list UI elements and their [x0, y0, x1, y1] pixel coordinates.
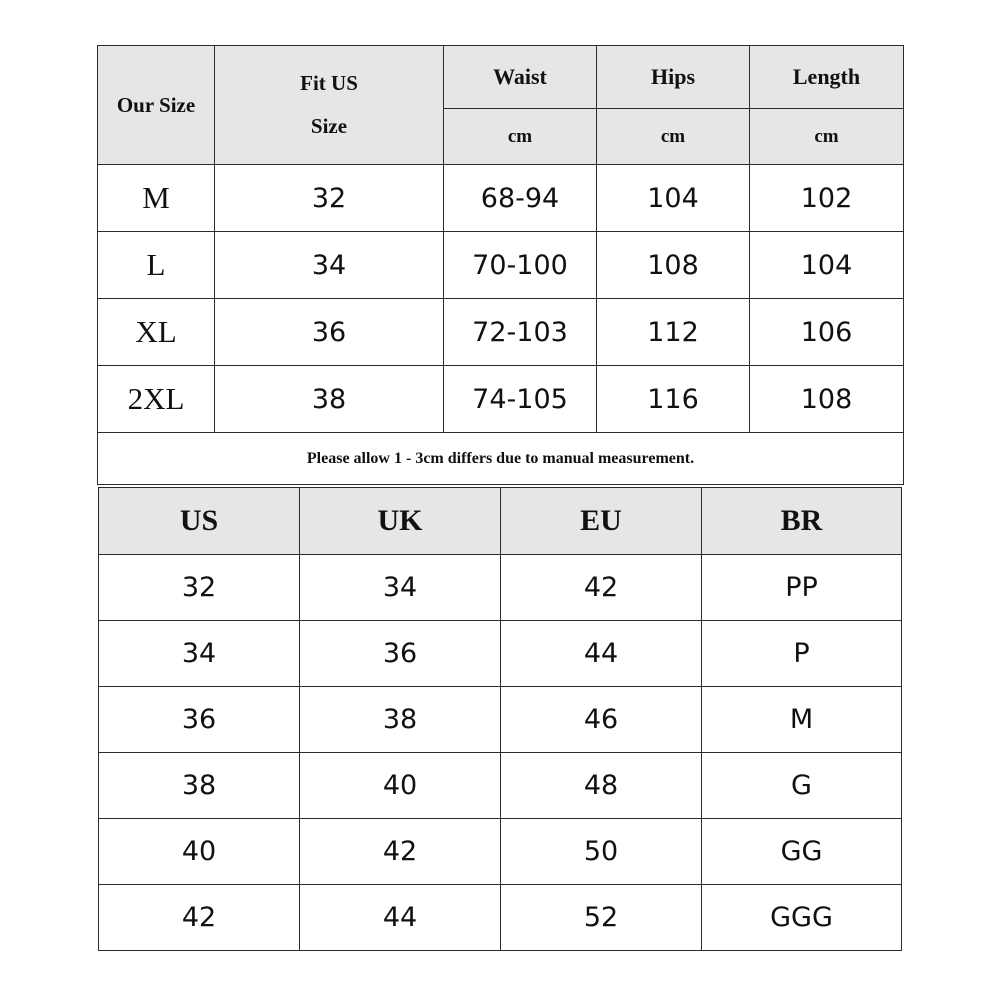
header-hips-unit: cm [597, 109, 750, 165]
table-row [99, 687, 902, 753]
size-conversion-table [98, 487, 902, 951]
header-our-size: Our Size [98, 46, 215, 165]
cell-us: 34 [99, 621, 300, 687]
size-measurement-table [97, 45, 904, 485]
cell-fit-us: 34 [215, 232, 444, 299]
cell-us: 38 [99, 753, 300, 819]
header-br: BR [702, 488, 902, 555]
cell-waist: 74-105 [444, 366, 597, 433]
cell-our-size: 2XL [98, 366, 215, 433]
table-row [98, 299, 904, 366]
cell-eu: 50 [501, 819, 702, 885]
cell-fit-us: 32 [215, 165, 444, 232]
cell-us: 42 [99, 885, 300, 951]
header-uk: UK [300, 488, 501, 555]
cell-br: GG [702, 819, 902, 885]
cell-fit-us: 36 [215, 299, 444, 366]
cell-waist: 72-103 [444, 299, 597, 366]
header-length-unit: cm [750, 109, 904, 165]
table-row [99, 621, 902, 687]
table-row [98, 232, 904, 299]
cell-uk: 42 [300, 819, 501, 885]
cell-our-size: M [98, 165, 215, 232]
cell-us: 32 [99, 555, 300, 621]
cell-our-size: XL [98, 299, 215, 366]
cell-br: PP [702, 555, 902, 621]
table-row [99, 753, 902, 819]
header-length: Length [750, 46, 904, 109]
cell-length: 102 [750, 165, 904, 232]
header-fit-us-size [215, 46, 444, 165]
cell-length: 104 [750, 232, 904, 299]
cell-length: 106 [750, 299, 904, 366]
cell-br: M [702, 687, 902, 753]
cell-fit-us: 38 [215, 366, 444, 433]
cell-uk: 40 [300, 753, 501, 819]
table-row [98, 366, 904, 433]
cell-hips: 108 [597, 232, 750, 299]
cell-us: 36 [99, 687, 300, 753]
cell-br: GGG [702, 885, 902, 951]
cell-length: 108 [750, 366, 904, 433]
cell-uk: 44 [300, 885, 501, 951]
cell-hips: 116 [597, 366, 750, 433]
cell-eu: 52 [501, 885, 702, 951]
cell-hips: 104 [597, 165, 750, 232]
table-row [99, 885, 902, 951]
cell-eu: 42 [501, 555, 702, 621]
header-eu: EU [501, 488, 702, 555]
header-waist: Waist [444, 46, 597, 109]
table-row [99, 555, 902, 621]
table-row [98, 165, 904, 232]
cell-br: G [702, 753, 902, 819]
cell-uk: 34 [300, 555, 501, 621]
cell-eu: 46 [501, 687, 702, 753]
header-hips: Hips [597, 46, 750, 109]
cell-our-size: L [98, 232, 215, 299]
cell-us: 40 [99, 819, 300, 885]
measurement-note: Please allow 1 - 3cm differs due to manual measurement. [98, 433, 904, 485]
header-waist-unit: cm [444, 109, 597, 165]
cell-uk: 38 [300, 687, 501, 753]
cell-br: P [702, 621, 902, 687]
table-row [99, 819, 902, 885]
cell-hips: 112 [597, 299, 750, 366]
cell-waist: 68-94 [444, 165, 597, 232]
header-us: US [99, 488, 300, 555]
cell-uk: 36 [300, 621, 501, 687]
header-fit-us-line1: Fit US [300, 71, 358, 95]
header-fit-us-line2: Size [310, 114, 348, 138]
cell-eu: 44 [501, 621, 702, 687]
cell-eu: 48 [501, 753, 702, 819]
cell-waist: 70-100 [444, 232, 597, 299]
